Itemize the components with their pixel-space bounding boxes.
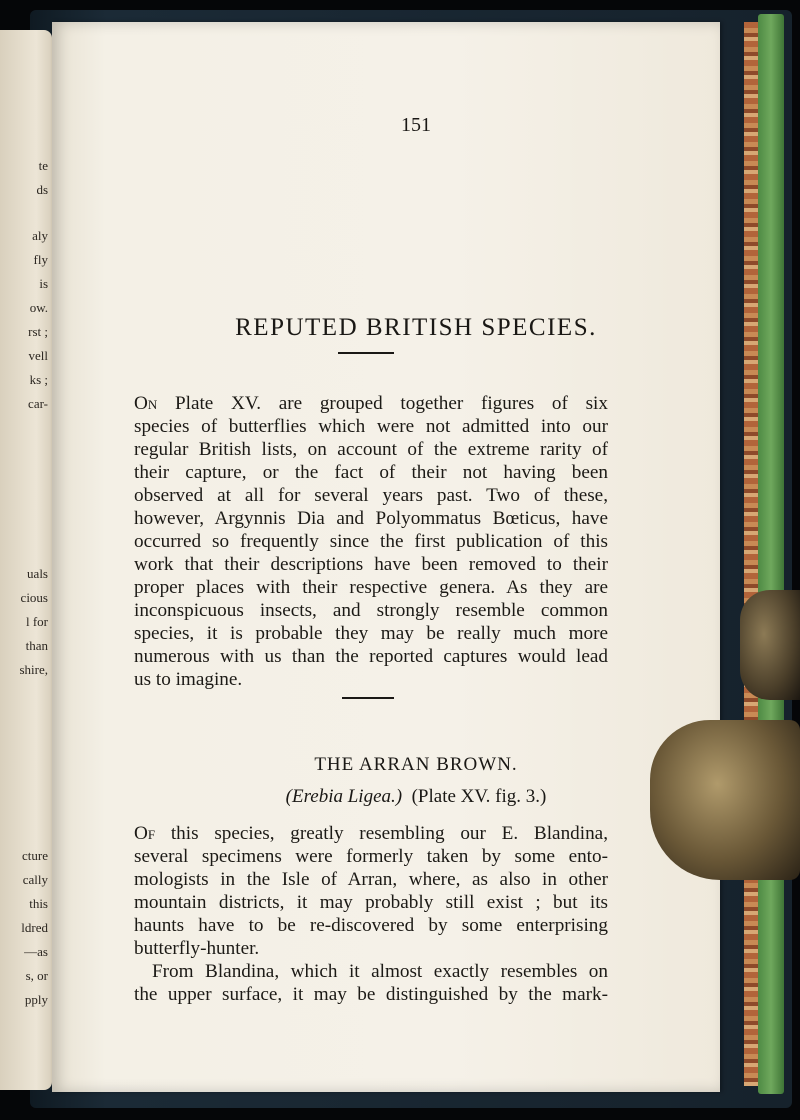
book-clasp bbox=[740, 590, 800, 700]
text-line: mountain districts, it may probably still exist ; but its bbox=[134, 892, 608, 913]
left-fragment: cally bbox=[22, 872, 48, 887]
text-line: haunts have to be re-discovered by some enterprising bbox=[134, 915, 608, 936]
left-fragment: than bbox=[25, 638, 48, 653]
text-line bbox=[134, 822, 608, 845]
section-heading: THE ARRAN BROWN. bbox=[314, 754, 518, 775]
left-fragment: —as bbox=[24, 944, 48, 959]
left-fragment: ow. bbox=[29, 300, 48, 315]
line-text: this species, greatly resembling our E. Blandina, bbox=[155, 823, 608, 844]
text-line: the upper surface, it may be distinguished by the mark- bbox=[134, 984, 608, 1005]
text-line: observed at all for several years past. Two of these, bbox=[134, 485, 608, 506]
latin-name: (Erebia Ligea.) bbox=[285, 786, 403, 807]
text-line: numerous with us than the reported captures would lead bbox=[134, 646, 608, 667]
text-line: proper places with their respective genera. As they are bbox=[134, 577, 608, 598]
text-line: butterfly-hunter. bbox=[134, 938, 260, 959]
section-paragraph bbox=[134, 822, 608, 1006]
left-fragment: cture bbox=[22, 848, 48, 863]
book-clasp-lower bbox=[650, 720, 800, 880]
book-spine-edge bbox=[758, 14, 784, 1094]
previous-page bbox=[0, 30, 52, 1090]
left-fragment: l for bbox=[25, 614, 48, 629]
left-fragment: pply bbox=[24, 992, 48, 1007]
left-fragment: s, or bbox=[25, 968, 48, 983]
left-fragment: is bbox=[39, 276, 48, 291]
left-fragment: cious bbox=[20, 590, 48, 605]
book-page bbox=[52, 22, 720, 1092]
text-line: us to imagine. bbox=[134, 669, 243, 690]
left-fragment: fly bbox=[33, 252, 48, 267]
text-line: however, Argynnis Dia and Polyommatus Bœticus, have bbox=[134, 508, 608, 529]
intro-paragraph bbox=[134, 392, 608, 691]
text-line: mologists in the Isle of Arran, where, as also in other bbox=[134, 869, 608, 890]
left-fragment: car- bbox=[28, 396, 48, 411]
drop-lead: Of bbox=[134, 823, 156, 844]
left-fragment: uals bbox=[27, 566, 48, 581]
left-fragment: aly bbox=[32, 228, 48, 243]
left-fragment: te bbox=[38, 158, 48, 173]
text-line: From Blandina, which it almost exactly resembles on bbox=[152, 961, 608, 982]
text-line: occurred so frequently since the first publication of this bbox=[134, 531, 608, 552]
marbled-page-edge bbox=[744, 22, 758, 1086]
left-fragment: ks ; bbox=[29, 372, 48, 387]
left-fragment: ldred bbox=[21, 920, 48, 935]
page-number: 151 bbox=[401, 114, 431, 136]
left-fragment: this bbox=[29, 896, 48, 911]
left-fragment: rst ; bbox=[28, 324, 48, 339]
left-fragment: shire, bbox=[19, 662, 48, 677]
text-line: species, it is probable they may be really much more bbox=[134, 623, 608, 644]
left-fragment: vell bbox=[28, 348, 48, 363]
text-line: regular British lists, on account of the extreme rarity of bbox=[134, 439, 608, 460]
section-subheading bbox=[112, 786, 720, 808]
text-line: inconspicuous insects, and strongly resemble common bbox=[134, 600, 608, 621]
text-line: their capture, or the fact of their not having been bbox=[134, 462, 608, 483]
text-line: several specimens were formerly taken by some ento- bbox=[134, 846, 608, 867]
plate-reference: (Plate XV. fig. 3.) bbox=[411, 786, 547, 807]
text-line bbox=[134, 392, 608, 415]
text-line: species of butterflies which were not admitted into our bbox=[134, 416, 608, 437]
page-title: REPUTED BRITISH SPECIES. bbox=[235, 314, 597, 341]
line-text: Plate XV. are grouped together figures of six bbox=[157, 393, 608, 414]
drop-lead: On bbox=[134, 393, 158, 414]
section-rule bbox=[342, 697, 394, 699]
left-fragment: ds bbox=[36, 182, 48, 197]
title-rule bbox=[338, 352, 394, 354]
text-line: work that their descriptions have been removed to their bbox=[134, 554, 608, 575]
